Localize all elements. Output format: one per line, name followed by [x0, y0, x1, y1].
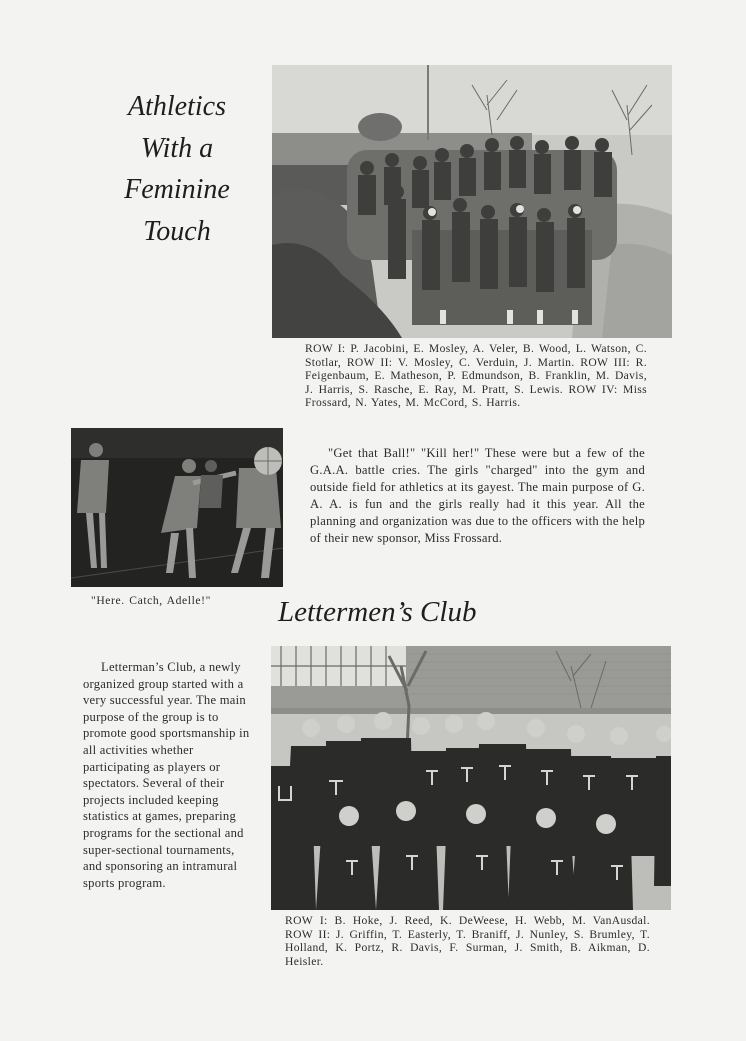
title-line: Feminine [124, 174, 230, 205]
gaa-group-photo [272, 65, 672, 338]
section-title-athletics [92, 86, 262, 252]
title-line: Touch [143, 215, 211, 247]
title-line: With a [140, 132, 214, 164]
lettermen-group-photo [271, 646, 671, 910]
action-photo-caption: "Here. Catch, Adelle!" [91, 594, 211, 607]
basketball-action-photo [71, 428, 283, 587]
lettermen-group-photo-caption: ROW I: B. Hoke, J. Reed, K. DeWeese, H. Webb, M. VanAusdal. ROW II: J. Griffin, T. Easterly, T. Braniff, J. Nunley, S. Brumley, T. Holland, K. Portz, R. Davis, F. Surman, J. Smith, B. Aikman, D. Heisler. [285, 914, 650, 968]
lettermen-body-text: Letterman’s Club, a newly organized group started with a very successful year. The main purpose of the group is to promote good sportsmanship in all activities whether participating as players or spectators. Several of their projects included keeping statistics at games, preparing programs for the sectional and super-sectional tournaments, and sponsoring an intramural sports program. [83, 660, 250, 890]
gaa-group-photo-caption: ROW I: P. Jacobini, E. Mosley, A. Veler, B. Wood, L. Watson, C. Stotlar, ROW II: V. Mosley, C. Verduin, J. Martin. ROW III: R. Feigenbaum, E. Matheson, P. Edmundson, B. Franklin, M. Davis, J. Harris, S. Rasche, E. Ray, M. Pratt, S. Lewis. ROW IV: Miss Frossard, N. Yates, M. McCord, S. Harris. [305, 342, 647, 410]
gaa-body-text: "Get that Ball!" "Kill her!" These were but a few of the G.A.A. battle cries. The girls "charged" into the gym and outside field for athletics at its gayest. The main purpose of G. A. A. is fun and the girls really had it this year. All the planning and organization was due to the officers with the help of their new sponsor, Miss Frossard. [310, 446, 645, 545]
section-title-lettermen: Lettermen’s Club [278, 596, 477, 628]
title-line: Athletics [128, 91, 226, 122]
